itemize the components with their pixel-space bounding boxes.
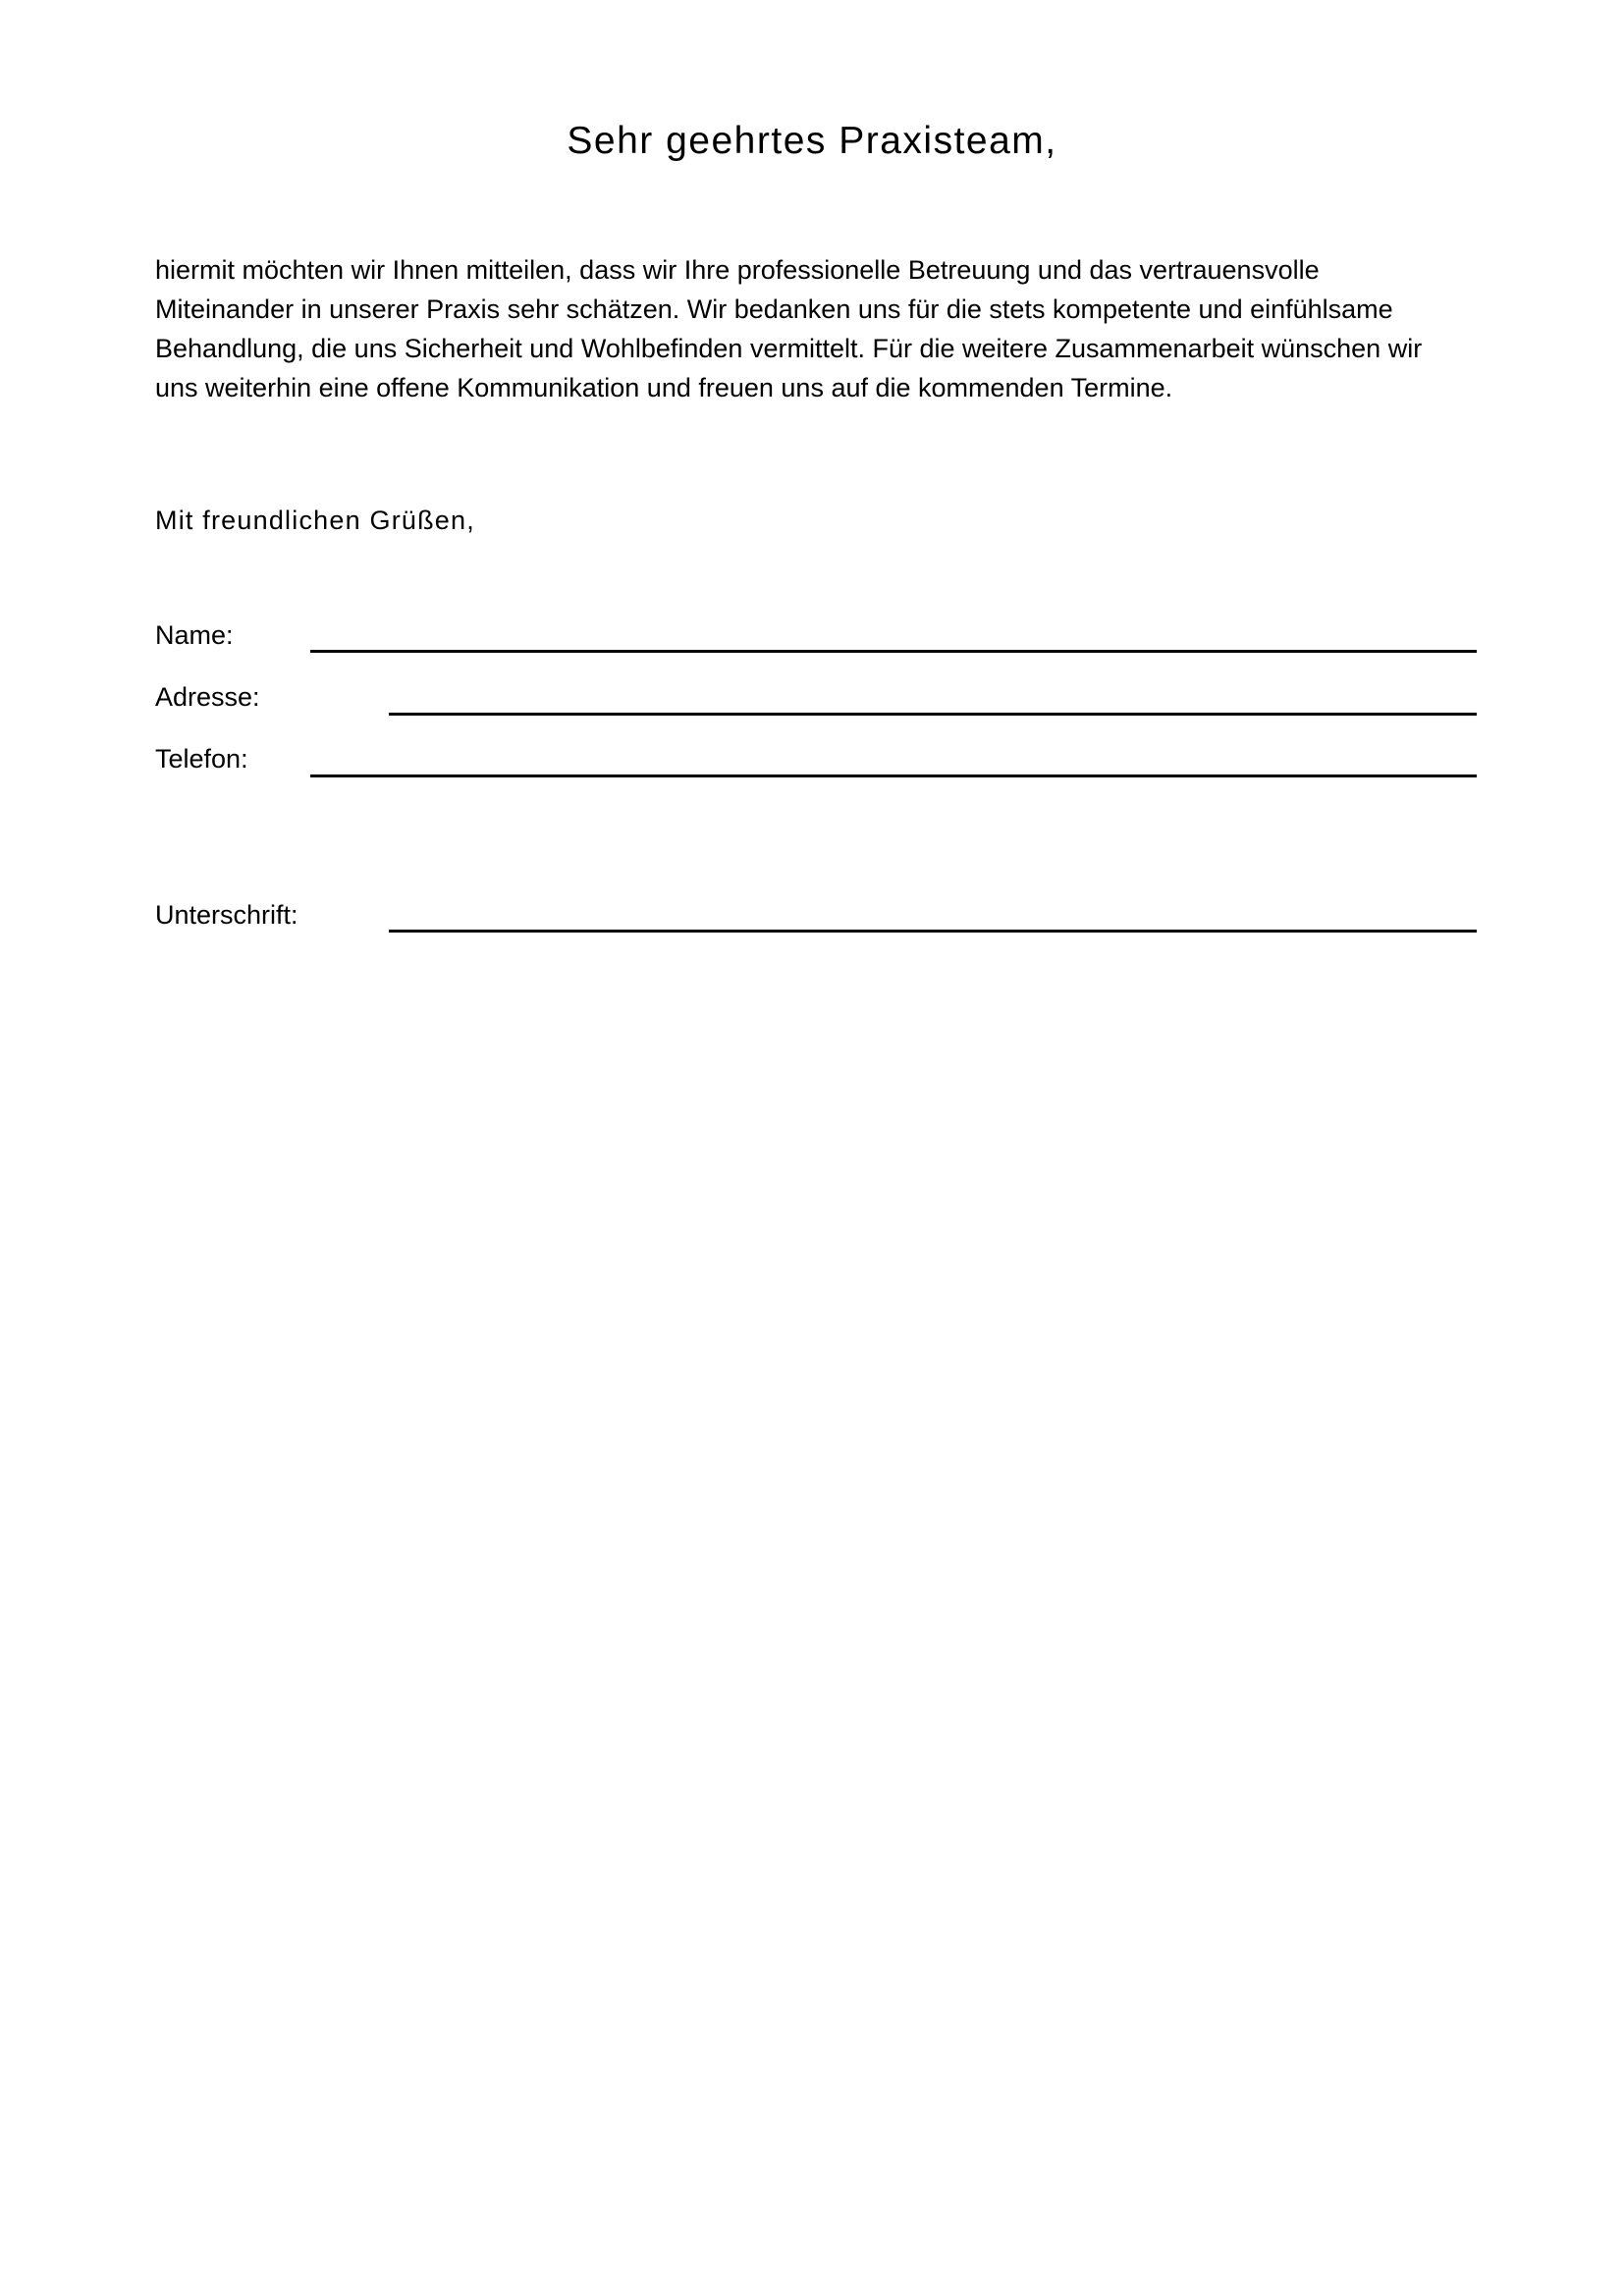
salutation: Sehr geehrtes Praxisteam, <box>567 120 1057 162</box>
name-field-line[interactable] <box>310 650 1477 653</box>
name-label: Name: <box>155 620 234 650</box>
body-line-2: Miteinander in unserer Praxis sehr schätzen. Wir bedanken uns für die stets kompetente und einfühlsame <box>155 294 1393 324</box>
body-paragraph <box>155 250 1490 407</box>
phone-field-line[interactable] <box>310 774 1477 777</box>
body-line-1: hiermit möchten wir Ihnen mitteilen, dass wir Ihre professionelle Betreuung und das vertrauensvolle <box>155 255 1320 285</box>
body-line-4: uns weiterhin eine offene Kommunikation und freuen uns auf die kommenden Termine. <box>155 373 1173 402</box>
closing: Mit freundlichen Grüßen, <box>155 506 475 535</box>
address-field-line[interactable] <box>389 713 1477 716</box>
body-line-3: Behandlung, die uns Sicherheit und Wohlbefinden vermittelt. Für die weitere Zusammenarbeit wünschen wir <box>155 334 1423 363</box>
signature-label: Unterschrift: <box>155 900 298 930</box>
phone-label: Telefon: <box>155 744 248 774</box>
address-label: Adresse: <box>155 682 260 712</box>
signature-field-line[interactable] <box>389 930 1477 933</box>
